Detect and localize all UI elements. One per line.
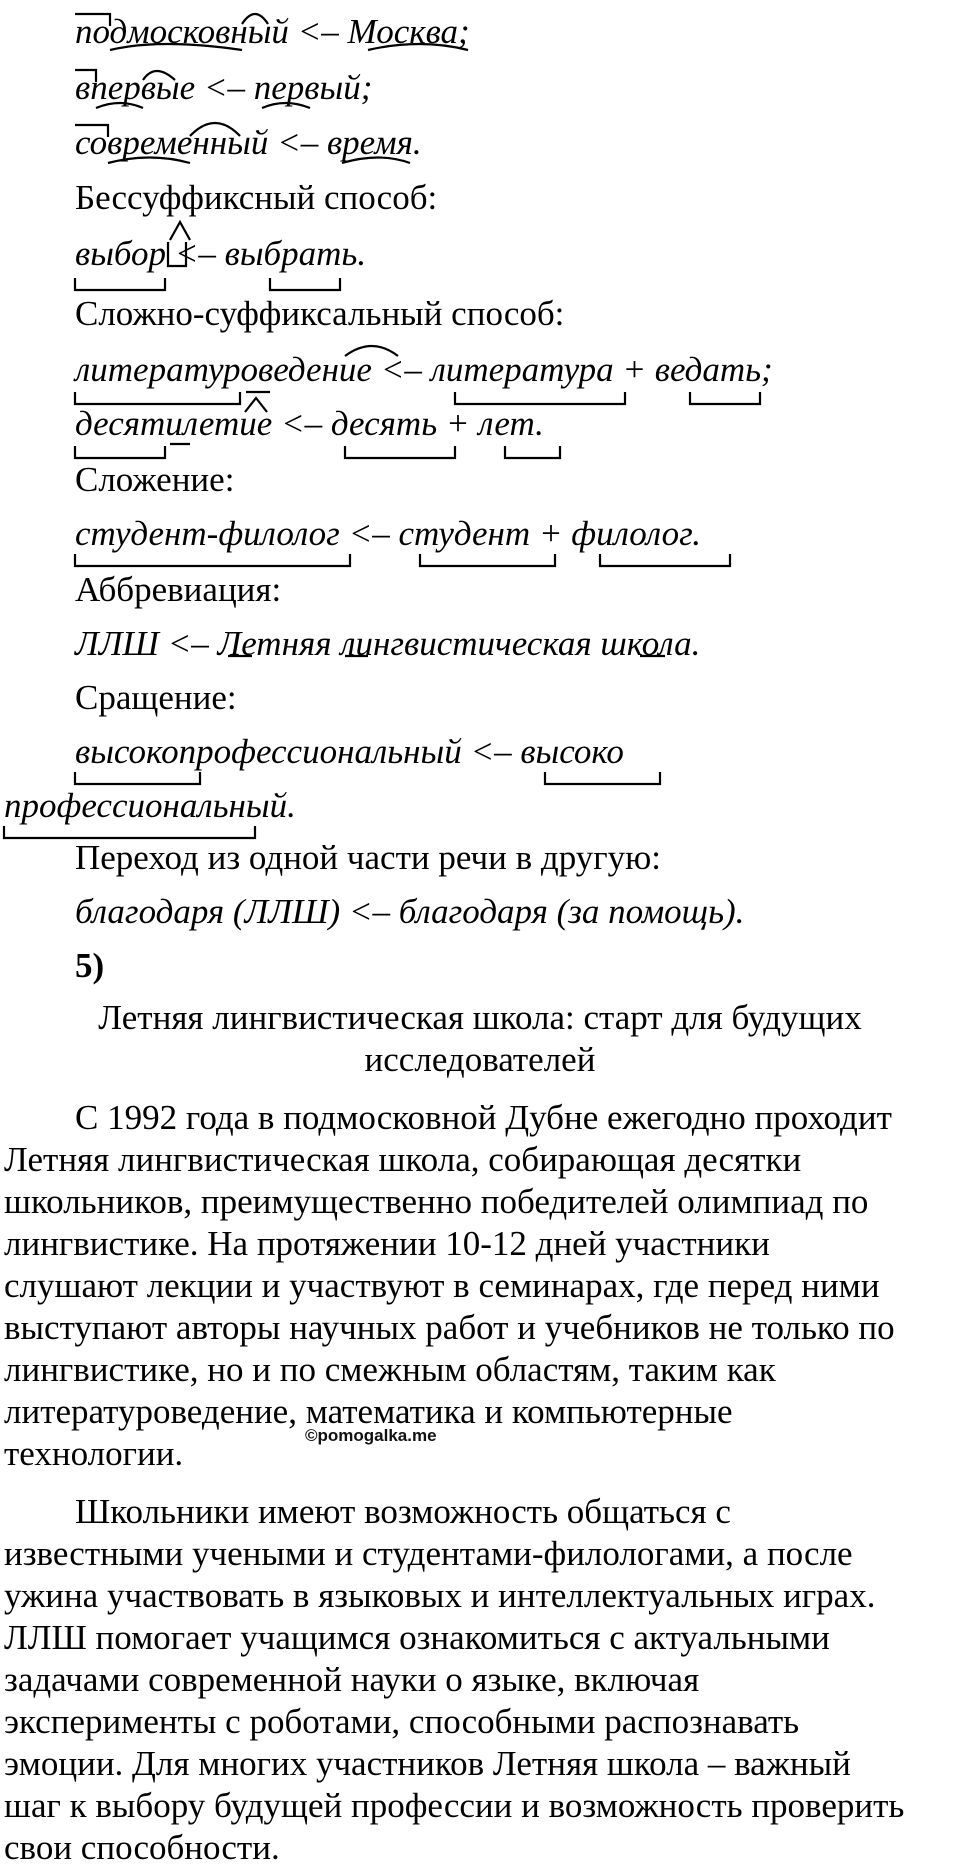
paragraph-line: С 1992 года в подмосковной Дубне ежегодно проходит: [75, 1098, 892, 1137]
paragraph-line: литературоведение, математика и компьютерные: [4, 1392, 733, 1431]
root-mark: [505, 446, 560, 458]
derivation-example: десятилетие <– десять + лет.: [75, 404, 544, 443]
method-heading: Сращение:: [75, 678, 237, 717]
derivation-example: студент-филолог <– студент + филолог.: [75, 514, 702, 553]
root-mark: [75, 446, 165, 458]
paragraph-line: известными учеными и студентами-филологами, а после: [4, 1534, 853, 1573]
paragraph-line: школьников, преимущественно победителей олимпиад по: [4, 1182, 869, 1221]
method-heading: Сложно-суффиксальный способ:: [75, 294, 565, 333]
method-heading: Сложение:: [75, 460, 235, 499]
article-title: Летняя лингвистическая школа: старт для будущих: [98, 998, 862, 1037]
root-mark: [690, 392, 760, 404]
root-mark: [270, 278, 340, 290]
root-mark: [75, 278, 165, 290]
derivation-example: подмосковный <– Москва;: [75, 12, 470, 51]
derivation-example: высокопрофессиональный <– высоко: [75, 732, 624, 771]
derivation-example: благодаря (ЛЛШ) <– благодаря (за помощь).: [75, 892, 745, 931]
paragraph-line: технологии.: [4, 1434, 184, 1473]
paragraph-line: эмоции. Для многих участников Летняя школа – важный: [4, 1744, 851, 1783]
derivation-example: ЛЛШ <– Летняя лингвистическая школа.: [75, 624, 701, 663]
paragraph-line: шаг к выбору будущей профессии и возможность проверить: [4, 1786, 905, 1825]
derivation-example: литературоведение <– литература + ведать;: [75, 350, 773, 389]
paragraph-line: свои способности.: [4, 1828, 280, 1867]
root-mark: [345, 446, 455, 458]
method-heading: Переход из одной части речи в другую:: [75, 838, 661, 877]
section-number: 5): [75, 946, 105, 985]
paragraph-line: ужина участвовать в языковых и интеллектуальных играх.: [4, 1576, 876, 1615]
paragraph-line: лингвистике. На протяжении 10-12 дней участники: [4, 1224, 770, 1263]
paragraph-line: лингвистике, но и по смежным областям, таким как: [4, 1350, 776, 1389]
paragraph-line: эксперименты с роботами, способными распознавать: [4, 1702, 800, 1741]
derivation-example: современный <– время.: [75, 123, 422, 162]
method-heading: Бессуффиксный способ:: [75, 178, 438, 217]
method-heading: Аббревиация:: [75, 570, 282, 609]
watermark: ©pomogalka.me: [305, 1426, 437, 1445]
article-title: исследователей: [364, 1040, 596, 1079]
derivation-example: впервые <– первый;: [75, 68, 373, 107]
paragraph-line: ЛЛШ помогает учащимся ознакомиться с актуальными: [4, 1618, 830, 1657]
paragraph-line: слушают лекции и участвуют в семинарах, где перед ними: [4, 1266, 880, 1305]
paragraph-line: выступают авторы научных работ и учебников не только по: [4, 1308, 895, 1347]
derivation-example: профессиональный.: [4, 786, 296, 825]
derivation-example: выбор <– выбрать.: [75, 234, 367, 273]
paragraph-line: Школьники имеют возможность общаться с: [75, 1492, 731, 1531]
paragraph-line: Летняя лингвистическая школа, собирающая десятки: [4, 1140, 802, 1179]
paragraph-line: задачами современной науки о языке, включая: [4, 1660, 700, 1699]
